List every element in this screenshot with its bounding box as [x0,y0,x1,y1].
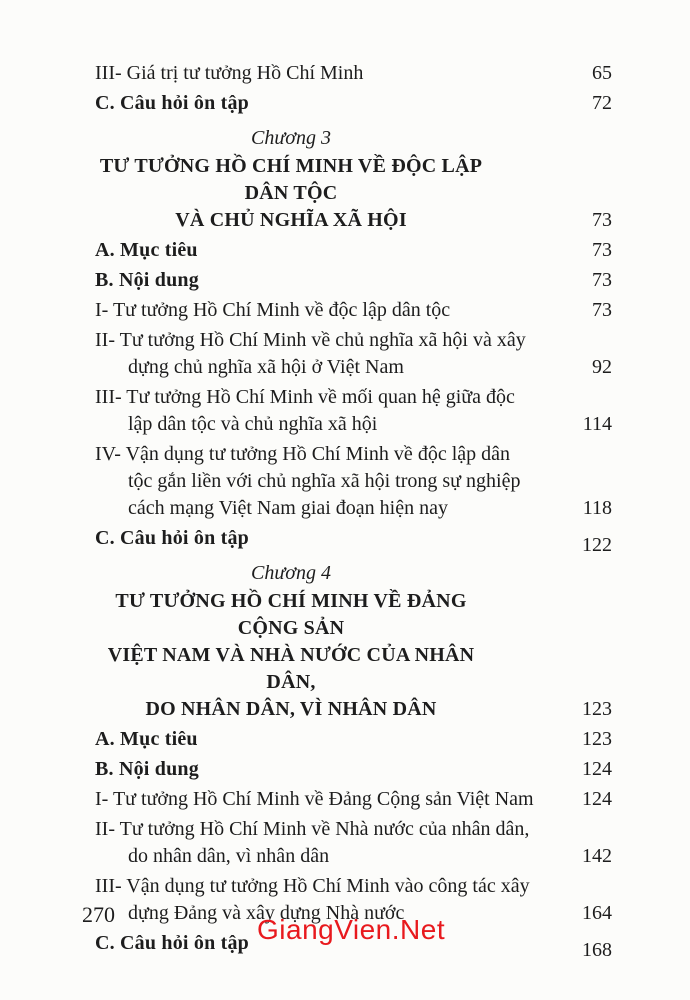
toc-entry-ch3-i [95,297,612,324]
toc-entry-text [95,786,554,813]
toc-entry-page-number: 124 [582,788,612,810]
toc-entry-ch4-content [95,756,612,783]
toc-entry-line: tộc gắn liền với chủ nghĩa xã hội trong sự nghiệp [128,470,521,492]
toc-entry-page-number: 92 [592,356,612,378]
toc-entry-text [95,267,554,294]
toc-entry-text [95,816,554,870]
toc-entry-line: I- Tư tưởng Hồ Chí Minh về độc lập dân tộc [95,299,451,321]
toc-entry-line: C. Câu hỏi ôn tập [95,527,249,549]
toc-entry-ch2-review-questions [95,90,612,117]
folio-page-number: 270 [82,902,115,927]
chapter3-title [95,153,487,234]
toc-entry-ch3-iv [95,441,612,522]
toc-entry-ch3-review-questions [95,525,612,556]
toc-entry-page-number: 164 [582,902,612,924]
toc-entry-line: A. Mục tiêu [95,728,198,750]
toc-entry-page-number: 124 [582,758,612,780]
toc-entry-page-number: 123 [582,728,612,750]
toc-entry-line: B. Nội dung [95,269,199,291]
toc-entry-line: lập dân tộc và chủ nghĩa xã hội [128,413,378,435]
toc-entry-line: I- Tư tưởng Hồ Chí Minh về Đảng Cộng sản Việt Nam [95,788,534,810]
toc-entry-line: II- Tư tưởng Hồ Chí Minh về Nhà nước của nhân dân, [95,818,530,840]
toc-entry-line: B. Nội dung [95,758,199,780]
toc-entry-ch4-ii [95,816,612,870]
table-of-contents [95,60,612,960]
toc-entry-ch3-objectives [95,237,612,264]
toc-entry-page-number: 65 [592,62,612,84]
toc-entry-ch4-objectives [95,726,612,753]
toc-entry-page-number: 73 [592,269,612,291]
toc-entry-text [95,441,554,522]
toc-entry-line: cách mạng Việt Nam giai đoạn hiện nay [128,497,448,519]
toc-entry-ch3-content [95,267,612,294]
toc-entry-line: II- Tư tưởng Hồ Chí Minh về chủ nghĩa xã hội và xây [95,329,526,351]
chapter4-title-line: DO NHÂN DÂN, VÌ NHÂN DÂN [145,698,437,720]
chapter4-title-line: VIỆT NAM VÀ NHÀ NƯỚC CỦA NHÂN DÂN, [107,644,475,693]
toc-entry-ch4-i [95,786,612,813]
toc-entry-page-number: 73 [592,299,612,321]
toc-entry-line: C. Câu hỏi ôn tập [95,932,249,954]
chapter4-kicker: Chương 4 [251,562,331,584]
chapter4-title [95,588,487,723]
toc-entry-text [95,327,554,381]
toc-entry-text [95,90,554,117]
toc-entry-line: III- Giá trị tư tưởng Hồ Chí Minh [95,62,364,84]
chapter4-page-number: 123 [582,698,612,720]
toc-entry-line: dựng Đảng và xây dựng Nhà nước [128,902,405,924]
toc-entry-text [95,726,554,753]
toc-entry-line: A. Mục tiêu [95,239,198,261]
chapter3-kicker: Chương 3 [251,127,331,149]
chapter3-title-line: VÀ CHỦ NGHĨA XÃ HỘI [175,209,407,231]
toc-entry-line: III- Tư tưởng Hồ Chí Minh về mối quan hệ giữa độc [95,386,515,408]
toc-entry-ch3-ii [95,327,612,381]
toc-entry-text [95,756,554,783]
chapter3-title-line: TƯ TƯỞNG HỒ CHÍ MINH VỀ ĐỘC LẬP DÂN TỘC [99,155,483,204]
toc-entry-line: III- Vận dụng tư tưởng Hồ Chí Minh vào công tác xây [95,875,530,897]
toc-entry-line: do nhân dân, vì nhân dân [128,845,330,867]
toc-entry-page-number: 142 [582,845,612,867]
toc-entry-ch2-iii [95,60,612,87]
toc-entry-page-number: 118 [582,497,612,519]
watermark-site-name: GiangVien.Net [257,914,446,945]
toc-entry-text [95,60,554,87]
chapter4-title-line: TƯ TƯỞNG HỒ CHÍ MINH VỀ ĐẢNG CỘNG SẢN [115,590,467,639]
toc-entry-page-number: 122 [582,534,612,556]
toc-entry-page-number: 168 [582,939,612,961]
toc-entry-line: C. Câu hỏi ôn tập [95,92,249,114]
toc-entry-text [95,384,554,438]
toc-entry-text [95,237,554,264]
toc-entry-page-number: 114 [582,413,612,435]
toc-entry-text [95,297,554,324]
toc-entry-line: dựng chủ nghĩa xã hội ở Việt Nam [128,356,404,378]
chapter4-heading [95,561,612,723]
toc-entry-page-number: 72 [592,92,612,114]
toc-entry-text [95,525,554,552]
chapter3-page-number: 73 [592,209,612,231]
toc-entry-page-number: 73 [592,239,612,261]
toc-entry-line: IV- Vận dụng tư tưởng Hồ Chí Minh về độc lập dân [95,443,510,465]
toc-entry-ch3-iii [95,384,612,438]
chapter3-heading [95,126,612,234]
